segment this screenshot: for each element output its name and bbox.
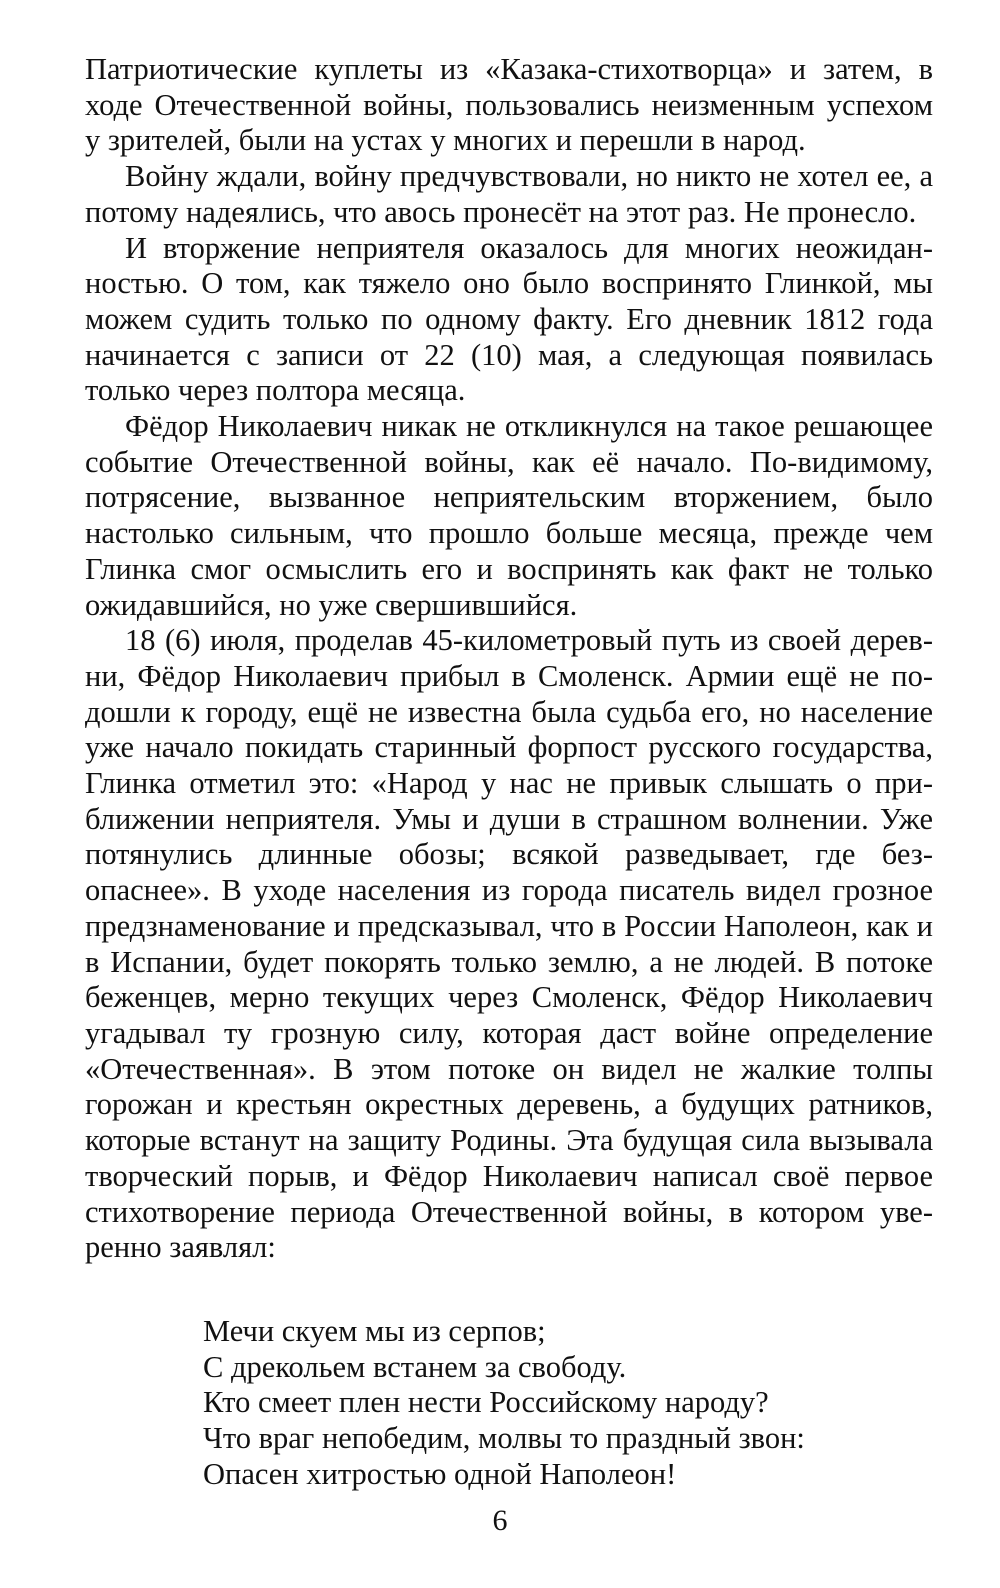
page-number: 6: [492, 1504, 508, 1537]
paragraph-war-expected: Войну ждали, войну предчувствовали, но никто не хотел ее, а потому надеялись, что авось пронесёт на этот раз. Не пронесло.: [85, 159, 933, 229]
poem-line: С дрекольем встанем за свободу.: [203, 1349, 627, 1384]
paragraph-smolensk: 18 (6) июля, проделав 45-километровый путь из своей деревни, Фёдор Николаевич прибыл в Смоленск. Армии ещё не подошли к городу, ещё не известна была судьба его, но население уже начало покидать старинный форпост русского государства, Глинка отметил это: «Народ у нас не привык слышать о приближении неприятеля. Умы и души в страшном волнении. Уже потянулись длинные обозы; всякой разведывает, где безопаснее». В уходе населения из города писатель видел грозное предзнаменование и предсказывал, что в России Наполеон, как и в Испании, будет покорять только землю, а не людей. В потоке беженцев, мерно текущих через Смоленск, Фёдор Николаевич угадывал ту грозную силу, которая даст войне определение «Отечественная». В этом потоке он видел не жалкие толпы горожан и крестьян окрестных деревень, а будущих ратников, которые встанут на защиту Родины. Эта будущая сила вызывала творческий порыв, и Фёдор Николаевич написал своё первое стихотворение периода Отечественной войны, в котором уверенно заявлял:: [85, 623, 933, 1265]
poem-line: Мечи скуем мы из серпов;: [203, 1313, 546, 1348]
paragraph-invasion: И вторжение неприятеля оказалось для многих неожиданностью. О том, как тяжело оно было воспринято Глинкой, мы можем судить только по одному факту. Его дневник 1812 года начинается с записи от 22 (10) мая, а следующая появилась только через полтора месяца.: [85, 230, 933, 408]
poem-line: Что враг непобедим, молвы то праздный звон:: [203, 1421, 805, 1456]
poem-line: Кто смеет плен нести Российскому народу?: [203, 1385, 769, 1420]
poem: [203, 1314, 933, 1493]
poem-line: Опасен хитростью одной Наполеон!: [203, 1456, 677, 1491]
paragraph-couplets: Патриотические куплеты из «Казака-стихотворца» и затем, в ходе Отечественной войны, пользовались неизменным успехом у зрителей, были на устах у многих и перешли в народ.: [85, 52, 933, 158]
paragraph-glinka-silence: Фёдор Николаевич никак не откликнулся на такое решающее событие Отечественной войны, как её начало. По-видимому, потрясение, вызванное неприятельским вторжением, было настолько сильным, что прошло больше месяца, прежде чем Глинка смог осмыслить его и воспринять как факт не только ожидавшийся, но уже свершившийся.: [85, 409, 933, 622]
page-body: [85, 52, 933, 1492]
